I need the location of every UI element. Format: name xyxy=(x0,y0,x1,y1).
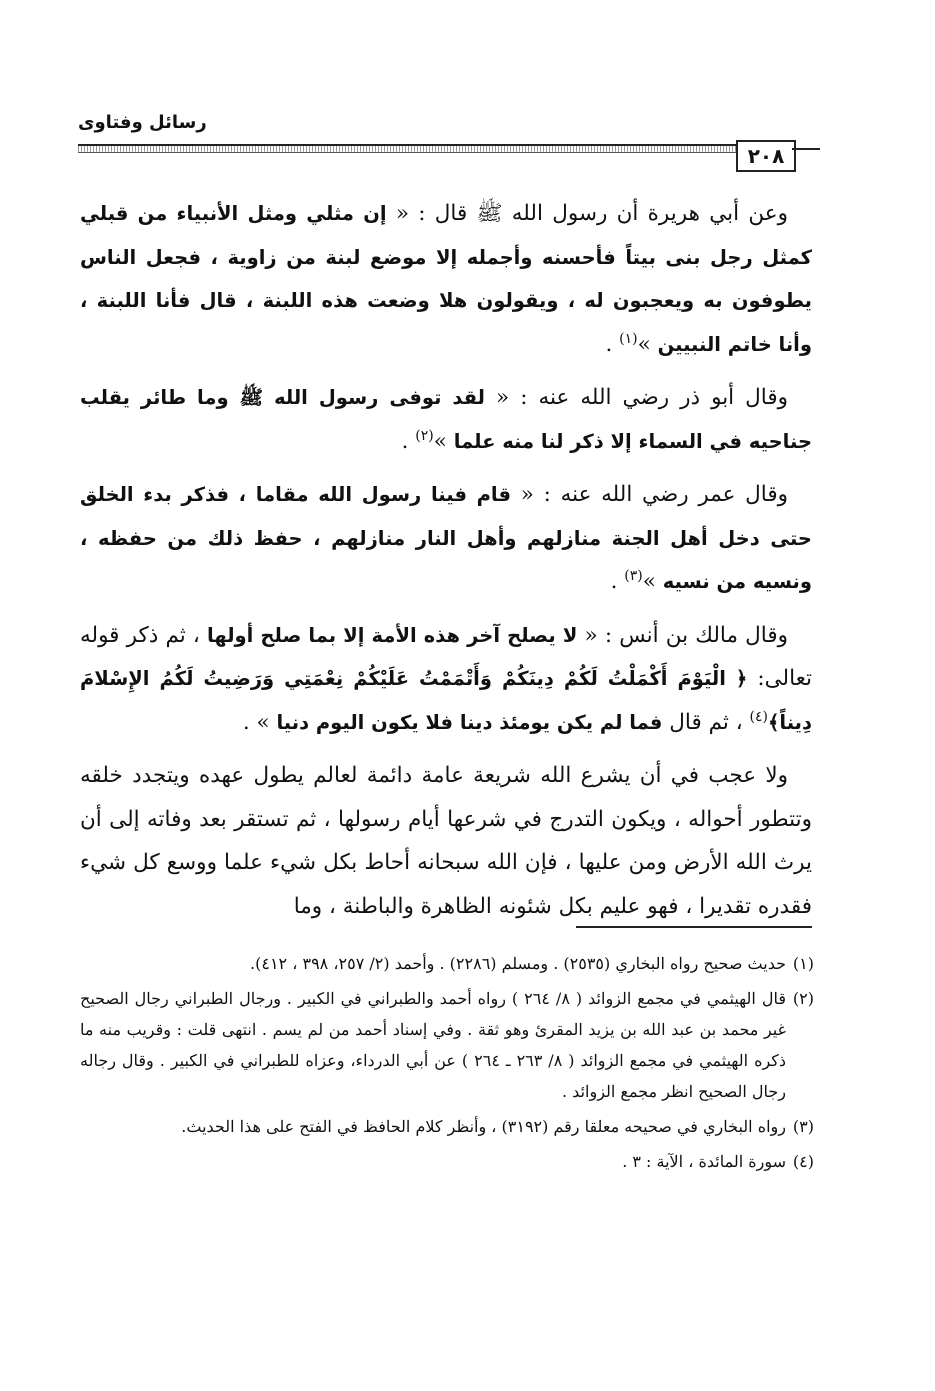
footnote-2 xyxy=(80,983,814,1107)
quote-close: » xyxy=(433,428,454,454)
footnote-text: حديث صحيح رواه البخاري (٢٥٣٥) . ومسلم (٢٢٨٦) . وأحمد (٢/ ٢٥٧، ٣٩٨ ، ٤١٢). xyxy=(250,954,786,973)
quote-close: » xyxy=(642,569,663,594)
paragraph-end: . xyxy=(605,331,620,357)
quran-verse: ﴿ الْيَوْمَ أَكْمَلْتُ لَكُمْ دِينَكُمْ وَأَتْمَمْتُ عَلَيْكُمْ نِعْمَتِي وَرَضِيتُ لَكُمُ الإِسْلامَ دِيناً﴾ xyxy=(80,667,812,734)
footnote-1 xyxy=(80,948,814,979)
malik-quote-2: فما لم يكن يومئذ دينا فلا يكون اليوم دنيا xyxy=(276,710,663,734)
footnote-ref: (٣) xyxy=(624,567,643,584)
footnote-text: سورة المائدة ، الآية : ٣ . xyxy=(622,1152,786,1171)
paragraph-abu-hurayra xyxy=(80,192,812,366)
footnote-number: (١) xyxy=(792,954,814,973)
paragraph-lead: وقال عمر رضي الله عنه : « xyxy=(511,482,788,507)
hadith-quote: لقد توفى رسول الله ﷺ وما طائر يقلب جناحيه في السماء إلا ذكر لنا منه علما xyxy=(80,386,812,453)
footnote-number: (٢) xyxy=(792,989,814,1008)
hadith-quote: قام فينا رسول الله مقاما ، فذكر بدء الخلق حتى دخل أهل الجنة منازلهم وأهل النار منازلهم ، حفظ ذلك من حفظه ، ونسيه من نسيه xyxy=(80,483,812,593)
header-rule-line-right xyxy=(792,148,820,150)
paragraph-lead: وقال أبو ذر رضي الله عنه : « xyxy=(485,385,789,410)
footnote-3 xyxy=(80,1111,814,1142)
footnote-ref: (٢) xyxy=(415,427,434,444)
paragraph-closing: ولا عجب في أن يشرع الله شريعة عامة دائمة لعالم يطول عهده ويتجدد خلقه وتتطور أحواله ، ويكون التدرج في شرعها أيام رسولها ، ثم تستقر بعد وفاته إلى أن يرث الله الأرض ومن عليها ، فإن الله سبحانه أحاط بكل شيء علما ووسع كل شيء فقدره تقديرا ، فهو عليم بكل شئونه الظاهرة والباطنة ، وما xyxy=(80,763,812,919)
footnote-ref: (١) xyxy=(619,330,638,347)
quote-close: » . xyxy=(242,709,277,735)
page-number: ٢٠٨ xyxy=(736,140,796,172)
footnote-divider xyxy=(576,926,812,928)
paragraph-lead: وعن أبي هريرة أن رسول الله ﷺ قال : « xyxy=(386,201,788,226)
quote-close: » xyxy=(637,331,658,357)
paragraph-mid: ، ثم ذكر قوله تعالى: xyxy=(80,622,812,691)
paragraph-lead: وقال مالك بن أنس : « xyxy=(577,622,788,648)
paragraph-mid-2: ، ثم قال xyxy=(662,709,750,735)
footnote-text: قال الهيثمي في مجمع الزوائد ( ٨/ ٢٦٤ ) رواه أحمد والطبراني في الكبير . ورجال الطبراني رجال الصحيح غير محمد بن عبد الله بن يزيد المقرئ وهو ثقة . وفي إسناد أحمد من لم يسم . انتهى قلت : وقريب منه ما ذكره الهيثمي في مجمع الزوائد ( ٨/ ٢٦٣ ـ ٢٦٤ ) عن أبي الدرداء، وعزاه للطبراني في الكبير . وقال رجاله رجال الصحيح انظر مجمع الزوائد . xyxy=(80,989,787,1101)
footnote-number: (٤) xyxy=(792,1152,814,1171)
paragraph-end: . xyxy=(610,569,625,594)
hadith-quote: إن مثلي ومثل الأنبياء من قبلي كمثل رجل بنى بيتاً فأحسنه وأجمله إلا موضع لبنة من زاوية ، فجعل الناس يطوفون به ويعجبون له ، ويقولون هلا وضعت هذه اللبنة ، قال فأنا اللبنة ، وأنا خاتم النبيين xyxy=(80,202,812,356)
paragraph-umar xyxy=(80,473,812,604)
footnote-ref: (٤) xyxy=(749,708,768,725)
header-rule-line xyxy=(78,144,736,153)
footnotes xyxy=(80,948,814,1181)
malik-quote: لا يصلح آخر هذه الأمة إلا بما صلح أولها xyxy=(207,623,578,647)
paragraph-end: . xyxy=(401,428,416,454)
footnote-number: (٣) xyxy=(792,1117,814,1136)
running-title: رسائل وفتاوى xyxy=(78,112,207,133)
paragraph-malik xyxy=(80,614,812,745)
paragraph-abu-dharr xyxy=(80,376,812,463)
main-text xyxy=(80,192,812,928)
footnote-4 xyxy=(80,1146,814,1177)
header-rule xyxy=(78,142,820,168)
footnote-text: رواه البخاري في صحيحه معلقا رقم (٣١٩٢) ، وأنظر كلام الحافظ في الفتح على هذا الحديث. xyxy=(181,1117,786,1136)
